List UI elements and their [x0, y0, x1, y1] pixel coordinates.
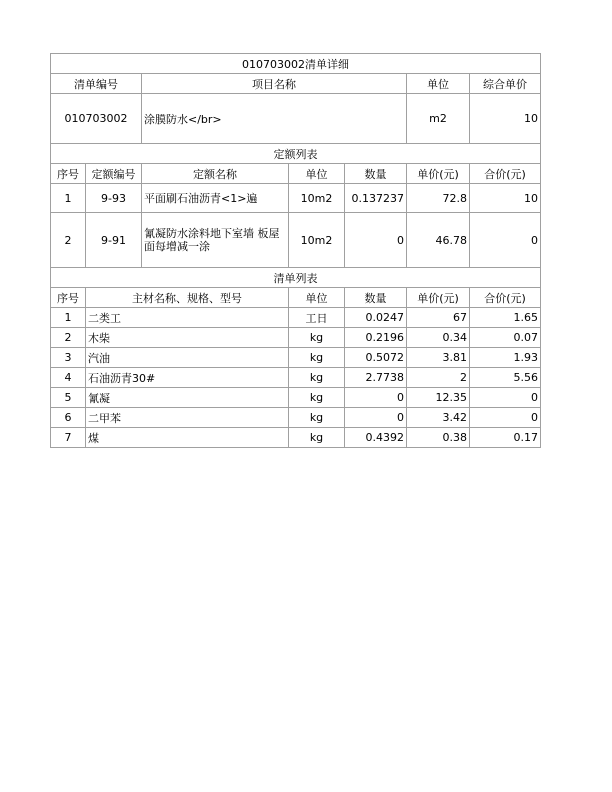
item-name: 涂膜防水</br>: [142, 94, 407, 144]
material-section-row: [51, 268, 541, 288]
material-no: 6: [51, 408, 86, 428]
material-unit-header: 单位: [289, 288, 345, 308]
material-unit-price: 3.81: [407, 348, 470, 368]
quota-unit: 10m2: [289, 184, 345, 213]
material-unit-price: 0.34: [407, 328, 470, 348]
material-unit-price: 12.35: [407, 388, 470, 408]
material-name: 石油沥青30#: [86, 368, 289, 388]
item-name-header: 项目名称: [142, 74, 407, 94]
quota-unit-header: 单位: [289, 164, 345, 184]
material-unit-price-header: 单价(元): [407, 288, 470, 308]
title-row: [51, 54, 541, 74]
material-name: 煤: [86, 428, 289, 448]
material-total: 1.93: [470, 348, 541, 368]
quota-section-row: [51, 144, 541, 164]
bill-detail-table: [50, 53, 541, 448]
table-title: 010703002清单详细: [51, 54, 541, 74]
quota-code: 9-93: [86, 184, 142, 213]
quota-no: 2: [51, 213, 86, 268]
material-total: 5.56: [470, 368, 541, 388]
material-unit-price: 2: [407, 368, 470, 388]
quota-qty-header: 数量: [345, 164, 407, 184]
material-row: [51, 368, 541, 388]
material-no: 4: [51, 368, 86, 388]
quota-row: [51, 213, 541, 268]
material-total: 0.17: [470, 428, 541, 448]
item-code: 010703002: [51, 94, 142, 144]
material-total: 1.65: [470, 308, 541, 328]
material-qty-header: 数量: [345, 288, 407, 308]
material-unit: kg: [289, 348, 345, 368]
material-unit-price: 67: [407, 308, 470, 328]
quota-name: 氰凝防水涂料地下室墙 板屋面每增减一涂: [142, 213, 289, 268]
material-unit-price: 3.42: [407, 408, 470, 428]
material-qty: 2.7738: [345, 368, 407, 388]
material-no: 1: [51, 308, 86, 328]
item-unit-header: 单位: [407, 74, 470, 94]
material-qty: 0: [345, 408, 407, 428]
material-unit-price: 0.38: [407, 428, 470, 448]
material-section-title: 清单列表: [51, 268, 541, 288]
quota-qty: 0.137237: [345, 184, 407, 213]
material-total: 0: [470, 408, 541, 428]
material-row: [51, 348, 541, 368]
material-name: 二甲苯: [86, 408, 289, 428]
quota-section-title: 定额列表: [51, 144, 541, 164]
quota-code-header: 定额编号: [86, 164, 142, 184]
material-row: [51, 428, 541, 448]
quota-qty: 0: [345, 213, 407, 268]
quota-header-row: [51, 164, 541, 184]
quota-row: [51, 184, 541, 213]
quota-name: 平面刷石油沥青<1>遍: [142, 184, 289, 213]
item-code-header: 清单编号: [51, 74, 142, 94]
quota-total-header: 合价(元): [470, 164, 541, 184]
material-name: 二类工: [86, 308, 289, 328]
material-no: 3: [51, 348, 86, 368]
material-qty: 0.4392: [345, 428, 407, 448]
material-qty: 0.2196: [345, 328, 407, 348]
material-no: 2: [51, 328, 86, 348]
material-unit: kg: [289, 328, 345, 348]
quota-name-header: 定额名称: [142, 164, 289, 184]
quota-unit-price: 46.78: [407, 213, 470, 268]
material-total: 0: [470, 388, 541, 408]
material-name: 木柴: [86, 328, 289, 348]
material-row: [51, 388, 541, 408]
item-price: 10: [470, 94, 541, 144]
quota-unit-price-header: 单价(元): [407, 164, 470, 184]
material-qty: 0.0247: [345, 308, 407, 328]
material-total: 0.07: [470, 328, 541, 348]
material-no: 7: [51, 428, 86, 448]
quota-total: 0: [470, 213, 541, 268]
material-qty: 0.5072: [345, 348, 407, 368]
item-unit: m2: [407, 94, 470, 144]
material-unit: kg: [289, 368, 345, 388]
quota-code: 9-91: [86, 213, 142, 268]
material-unit: kg: [289, 388, 345, 408]
material-unit: kg: [289, 408, 345, 428]
material-name-header: 主材名称、规格、型号: [86, 288, 289, 308]
quota-unit-price: 72.8: [407, 184, 470, 213]
material-name: 汽油: [86, 348, 289, 368]
material-row: [51, 408, 541, 428]
material-no: 5: [51, 388, 86, 408]
item-price-header: 综合单价: [470, 74, 541, 94]
material-total-header: 合价(元): [470, 288, 541, 308]
item-row: [51, 94, 541, 144]
quota-no: 1: [51, 184, 86, 213]
material-row: [51, 328, 541, 348]
item-header-row: [51, 74, 541, 94]
quota-no-header: 序号: [51, 164, 86, 184]
material-unit: 工日: [289, 308, 345, 328]
quota-unit: 10m2: [289, 213, 345, 268]
material-unit: kg: [289, 428, 345, 448]
material-header-row: [51, 288, 541, 308]
material-row: [51, 308, 541, 328]
material-qty: 0: [345, 388, 407, 408]
material-name: 氰凝: [86, 388, 289, 408]
material-no-header: 序号: [51, 288, 86, 308]
quota-total: 10: [470, 184, 541, 213]
